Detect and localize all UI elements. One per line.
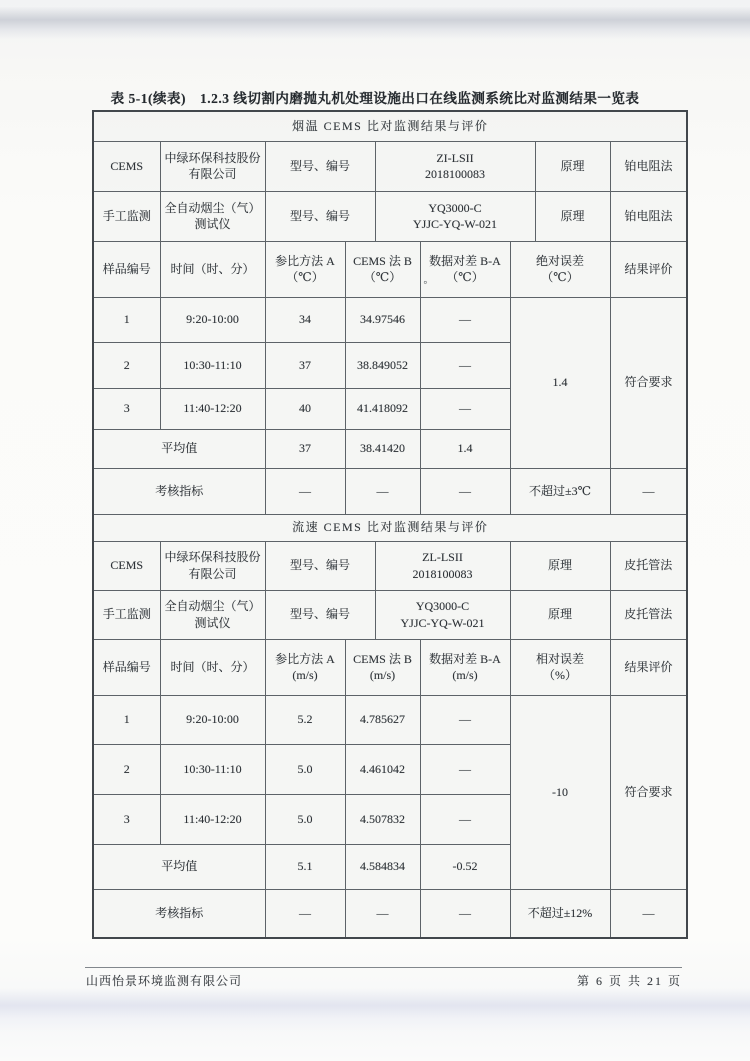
average-cems-cell: 38.41420 <box>345 429 420 468</box>
assessment-label-cell: 考核指标 <box>93 889 265 938</box>
flow-manual-serial: YJJC-YQ-W-021 <box>400 615 485 630</box>
ref-value-cell: 5.0 <box>265 794 345 844</box>
flow-col-time: 时间（时、分） <box>160 639 265 695</box>
cems-value-cell: 34.97546 <box>345 297 420 342</box>
flow-col-sample: 样品编号 <box>93 639 160 695</box>
temp-error-merged-cell: 1.4 <box>510 297 610 468</box>
footer-divider <box>85 967 682 968</box>
temp-col-error <box>510 241 610 297</box>
temp-col-time: 时间（时、分） <box>160 241 265 297</box>
flow-col-error-line2: （%） <box>543 668 577 682</box>
diff-value-cell: — <box>420 342 510 388</box>
temp-manual-serial: YJJC-YQ-W-021 <box>413 217 497 231</box>
temp-cems-org: 中绿环保科技股份有限公司 <box>160 141 265 191</box>
flow-cems-field-label: 型号、编号 <box>265 541 375 590</box>
temp-col-sample: 样品编号 <box>93 241 160 297</box>
average-ref-cell: 5.1 <box>265 844 345 889</box>
flow-manual-org: 全自动烟尘（气）测试仪 <box>160 590 265 639</box>
cems-value-cell: 4.461042 <box>345 744 420 794</box>
temp-manual-label: 手工监测 <box>93 191 160 241</box>
assessment-diff-cell: — <box>420 468 510 514</box>
footer-company-name: 山西怡景环境监测有限公司 <box>86 974 243 988</box>
temp-section-title: 烟温 CEMS 比对监测结果与评价 <box>93 111 687 141</box>
temp-cems-model: ZI-LSII <box>436 150 474 165</box>
cems-value-cell: 41.418092 <box>345 388 420 429</box>
flow-col-result: 结果评价 <box>610 639 687 695</box>
flow-col-diff-line2: (m/s) <box>452 668 478 682</box>
flow-cems-model-serial <box>375 541 510 590</box>
assessment-cems-cell: — <box>345 889 420 938</box>
footer-page-number: 第 6 页 共 21 页 <box>576 974 682 988</box>
ref-value-cell: 37 <box>265 342 345 388</box>
temp-manual-principle: 铂电阻法 <box>610 191 687 241</box>
diff-value-cell: — <box>420 297 510 342</box>
temp-col-ref <box>265 241 345 297</box>
flow-result-merged-cell: 符合要求 <box>610 695 687 889</box>
temp-cems-serial: 2018100083 <box>425 167 485 181</box>
flow-col-error-line1: 相对误差 <box>535 651 584 666</box>
temp-data-row-1 <box>93 297 687 342</box>
flow-col-cems-line2: (m/s) <box>369 668 396 682</box>
diff-value-cell: — <box>420 744 510 794</box>
time-cell: 10:30-11:10 <box>160 744 265 794</box>
time-cell: 10:30-11:10 <box>160 342 265 388</box>
comparison-table-container <box>92 110 688 939</box>
cems-value-cell: 4.507832 <box>345 794 420 844</box>
temp-col-cems-line2: （℃） <box>363 270 402 284</box>
flow-col-cems <box>345 639 420 695</box>
average-label-cell: 平均值 <box>93 429 265 468</box>
diff-value-cell: — <box>420 695 510 744</box>
flow-col-diff <box>420 639 510 695</box>
assessment-ref-cell: — <box>265 889 345 938</box>
sample-no-cell: 3 <box>93 794 160 844</box>
temp-manual-principle-label: 原理 <box>535 191 610 241</box>
time-cell: 9:20-10:00 <box>160 695 265 744</box>
sample-no-cell: 2 <box>93 342 160 388</box>
flow-section-title-row <box>93 514 687 541</box>
temp-col-ref-line1: 参比方法 A <box>275 253 335 268</box>
temp-manual-field-label: 型号、编号 <box>265 191 375 241</box>
temp-manual-model: YQ3000-C <box>428 200 482 215</box>
flow-cems-org: 中绿环保科技股份有限公司 <box>160 541 265 590</box>
temp-col-diff-line2: （℃） <box>446 270 484 284</box>
flow-cems-principle: 皮托管法 <box>610 541 687 590</box>
flow-col-ref-line2: (m/s) <box>292 668 318 682</box>
temp-col-diff <box>420 241 510 297</box>
sample-no-cell: 1 <box>93 297 160 342</box>
temp-assessment-row <box>93 468 687 514</box>
cems-value-cell: 38.849052 <box>345 342 420 388</box>
flow-cems-label: CEMS <box>93 541 160 590</box>
temp-result-merged-cell: 符合要求 <box>610 297 687 468</box>
temp-info-row-cems <box>93 141 687 191</box>
sample-no-cell: 3 <box>93 388 160 429</box>
sample-no-cell: 1 <box>93 695 160 744</box>
temp-col-ref-line2: （℃） <box>286 270 324 284</box>
assessment-result-cell: — <box>610 889 687 938</box>
temp-col-cems-line1: CEMS 法 B <box>353 253 412 268</box>
flow-manual-model: YQ3000-C <box>415 599 470 614</box>
flow-manual-label: 手工监测 <box>93 590 160 639</box>
temp-header-row <box>93 241 687 297</box>
flow-col-ref-line1: 参比方法 A <box>275 651 335 666</box>
flow-info-row-cems <box>93 541 687 590</box>
average-label-cell: 平均值 <box>93 844 265 889</box>
diff-value-cell: — <box>420 794 510 844</box>
flow-col-cems-line1: CEMS 法 B <box>353 651 412 666</box>
flow-error-merged-cell: -10 <box>510 695 610 889</box>
average-diff-cell: -0.52 <box>420 844 510 889</box>
temp-info-row-manual <box>93 191 687 241</box>
cems-value-cell: 4.785627 <box>345 695 420 744</box>
assessment-diff-cell: — <box>420 889 510 938</box>
assessment-limit-cell: 不超过±3℃ <box>510 468 610 514</box>
temp-cems-principle-label: 原理 <box>535 141 610 191</box>
flow-manual-principle: 皮托管法 <box>610 590 687 639</box>
flow-manual-field-label: 型号、编号 <box>265 590 375 639</box>
temp-cems-label: CEMS <box>93 141 160 191</box>
flow-col-ref <box>265 639 345 695</box>
temp-section-title-row <box>93 111 687 141</box>
flow-assessment-row <box>93 889 687 938</box>
average-diff-cell: 1.4 <box>420 429 510 468</box>
flow-info-row-manual <box>93 590 687 639</box>
scan-shadow-top <box>0 7 750 39</box>
ref-value-cell: 40 <box>265 388 345 429</box>
flow-col-diff-line1: 数据对差 B-A <box>429 651 501 666</box>
temp-cems-field-label: 型号、编号 <box>265 141 375 191</box>
assessment-label-cell: 考核指标 <box>93 468 265 514</box>
assessment-limit-cell: 不超过±12% <box>510 889 610 938</box>
temp-col-error-line2: （℃） <box>541 270 579 284</box>
scan-speckle: 。 <box>423 275 434 286</box>
cems-comparison-table <box>92 110 688 939</box>
ref-value-cell: 5.2 <box>265 695 345 744</box>
temp-cems-principle: 铂电阻法 <box>610 141 687 191</box>
temp-manual-model-serial <box>375 191 535 241</box>
flow-manual-principle-label: 原理 <box>510 590 610 639</box>
temp-cems-model-serial <box>375 141 535 191</box>
assessment-result-cell: — <box>610 468 687 514</box>
ref-value-cell: 5.0 <box>265 744 345 794</box>
assessment-ref-cell: — <box>265 468 345 514</box>
temp-col-error-line1: 绝对误差 <box>535 253 584 268</box>
time-cell: 11:40-12:20 <box>160 794 265 844</box>
flow-data-row-1 <box>93 695 687 744</box>
time-cell: 9:20-10:00 <box>160 297 265 342</box>
scan-shadow-bottom <box>0 988 750 1032</box>
flow-manual-model-serial <box>375 590 510 639</box>
average-cems-cell: 4.584834 <box>345 844 420 889</box>
document-title: 表 5-1(续表) 1.2.3 线切割内磨抛丸机处理设施出口在线监测系统比对监测结果一览表 <box>110 91 640 106</box>
flow-section-title: 流速 CEMS 比对监测结果与评价 <box>93 514 687 541</box>
flow-header-row <box>93 639 687 695</box>
assessment-cems-cell: — <box>345 468 420 514</box>
sample-no-cell: 2 <box>93 744 160 794</box>
temp-col-result: 结果评价 <box>610 241 687 297</box>
temp-col-diff-line1: 数据对差 B-A <box>429 253 501 268</box>
average-ref-cell: 37 <box>265 429 345 468</box>
flow-cems-principle-label: 原理 <box>510 541 610 590</box>
diff-value-cell: — <box>420 388 510 429</box>
ref-value-cell: 34 <box>265 297 345 342</box>
flow-cems-serial: 2018100083 <box>412 566 473 581</box>
time-cell: 11:40-12:20 <box>160 388 265 429</box>
flow-col-error <box>510 639 610 695</box>
flow-cems-model: ZL-LSII <box>422 550 463 565</box>
temp-col-cems <box>345 241 420 297</box>
temp-manual-org: 全自动烟尘（气）测试仪 <box>160 191 265 241</box>
